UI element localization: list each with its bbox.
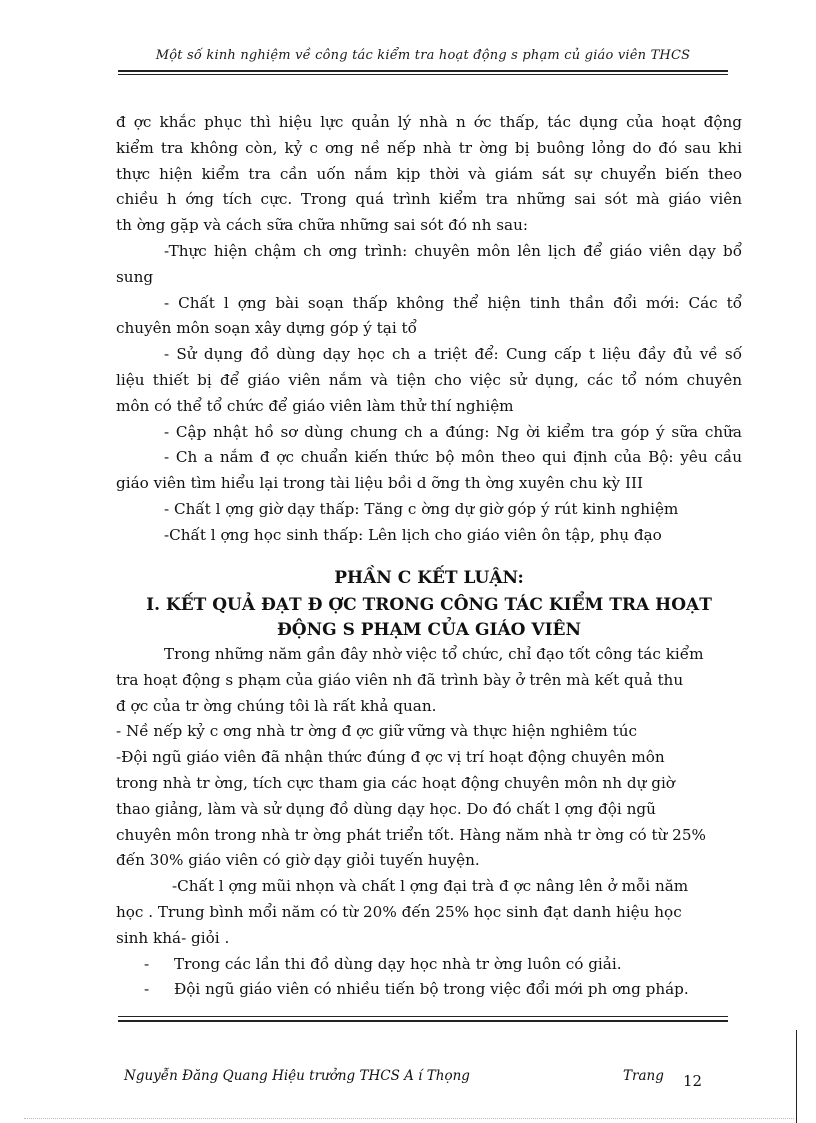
text-line: -Chất l ợng học sinh thấp: Lên lịch cho giáo viên ôn tập, phụ đạo — [164, 525, 662, 544]
bullet-dash: - — [144, 980, 150, 999]
text-line: - Sử dụng đồ dùng dạy học ch a triệt để: Cung cấp t liệu đầy đủ về số — [164, 345, 742, 364]
footer-author: Nguyễn Đăng Quang Hiệu trưởng THCS A í Thọng — [124, 1068, 470, 1084]
text-line: -Đội ngũ giáo viên đã nhận thức đúng đ ợc vị trí hoạt động chuyên môn — [116, 748, 665, 767]
text-line: thao giảng, làm và sử dụng đồ dùng dạy học. Do đó chất l ợng đội ngũ — [116, 799, 656, 818]
text-line: chuyên môn soạn xây dựng góp ý tại tổ — [116, 319, 417, 338]
text-line: đ ợc khắc phục thì hiệu lực quản lý nhà n ớc thấp, tác dụng của hoạt động — [116, 113, 742, 131]
text-line: - Nề nếp kỷ c ơng nhà tr ờng đ ợc giữ vững và thực hiện nghiêm túc — [116, 722, 637, 741]
text-line: chiều h ớng tích cực. Trong quá trình kiểm tra những sai sót mà giáo viên — [116, 190, 742, 209]
text-line: - Cập nhật hồ sơ dùng chung ch a đúng: Ng ời kiểm tra góp ý sữa chữa — [164, 422, 742, 441]
text-line: -Chất l ợng mũi nhọn và chất l ợng đại trà đ ợc nâng lên ở mỗi năm — [172, 877, 689, 896]
text-line: liệu thiết bị để giáo viên nắm và tiện cho việc sử dụng, các tổ nóm chuyên — [116, 370, 742, 389]
section-heading-line-2: ĐỘNG S PHẠM CỦA GIÁO VIÊN — [276, 620, 582, 640]
footer-page-label: Trang — [623, 1068, 664, 1084]
header-rule-thick — [118, 70, 728, 72]
footer-rule-thick — [118, 1020, 728, 1022]
text-line: môn có thể tổ chức để giáo viên làm thử thí nghiệm — [116, 396, 514, 415]
text-line: thực hiện kiểm tra cần uốn nắm kịp thời và giám sát sự chuyển biến theo — [116, 164, 742, 183]
text-line: tra hoạt động s phạm của giáo viên nh đã trình bày ở trên mà kết quả thu — [116, 670, 684, 689]
bullet-text: Đội ngũ giáo viên có nhiều tiến bộ trong việc đổi mới ph ơng pháp. — [174, 980, 689, 999]
page-footer — [118, 1016, 728, 1090]
bullet-item — [116, 977, 742, 1003]
running-title: Một số kinh nghiệm về công tác kiểm tra hoạt động s phạm củ giáo viên THCS — [155, 48, 691, 63]
text-line: học . Trung bình mổi năm có từ 20% đến 25% học sinh đạt danh hiệu học — [116, 902, 682, 921]
bullet-item — [116, 952, 742, 978]
text-line: th ờng gặp và cách sữa chữa những sai sót đó nh sau: — [116, 216, 528, 235]
bullet-dash: - — [144, 954, 150, 973]
text-line: -Thực hiện chậm ch ơng trình: chuyên môn lên lịch để giáo viên dạy bổ — [164, 241, 742, 260]
page-border-bottom — [24, 1118, 794, 1120]
footer-rule-thin — [118, 1016, 728, 1017]
paragraph-1 — [116, 110, 742, 549]
text-line: - Chất l ợng giờ dạy thấp: Tăng c ờng dự giờ góp ý rút kinh nghiệm — [164, 499, 679, 518]
text-line: Trong những năm gần đây nhờ việc tổ chức, chỉ đạo tốt công tác kiểm — [164, 645, 704, 663]
text-line: giáo viên tìm hiểu lại trong tài liệu bồi d ỡng th ờng xuyên chu kỳ III — [116, 474, 643, 493]
paragraph-2 — [116, 642, 742, 1003]
section-heading-line-1: I. KẾT QUẢ ĐẠT Đ ỢC TRONG CÔNG TÁC KIỂM TRA HOẠT — [146, 595, 712, 615]
page-number: 12 — [683, 1072, 703, 1090]
text-line: trong nhà tr ờng, tích cực tham gia các hoạt động chuyên môn nh dự giờ — [116, 773, 675, 792]
text-line: sinh khá- giỏi . — [116, 928, 230, 947]
text-line: - Chất l ợng bài soạn thấp không thể hiện tinh thần đổi mới: Các tổ — [164, 293, 742, 312]
page-border-right — [796, 1030, 797, 1123]
text-line: kiểm tra không còn, kỷ c ơng nề nếp nhà tr ờng bị buông lỏng do đó sau khi — [116, 138, 742, 157]
text-line: - Ch a nắm đ ợc chuẩn kiến thức bộ môn theo qui định của Bộ: yêu cầu — [164, 448, 742, 467]
text-line: đ ợc của tr ờng chúng tôi là rất khả quan. — [116, 696, 437, 715]
page-header — [118, 46, 728, 76]
part-title: PHẦN C KẾT LUẬN: — [334, 568, 524, 588]
text-line: đến 30% giáo viên có giờ dạy giỏi tuyến huyện. — [116, 851, 480, 870]
header-rule-thin — [118, 74, 728, 75]
text-line: chuyên môn trong nhà tr ờng phát triển tốt. Hàng năm nhà tr ờng có từ 25% — [116, 825, 706, 844]
text-line: sung — [116, 267, 154, 286]
bullet-text: Trong các lần thi đồ dùng dạy học nhà tr ờng luôn có giải. — [174, 954, 622, 973]
